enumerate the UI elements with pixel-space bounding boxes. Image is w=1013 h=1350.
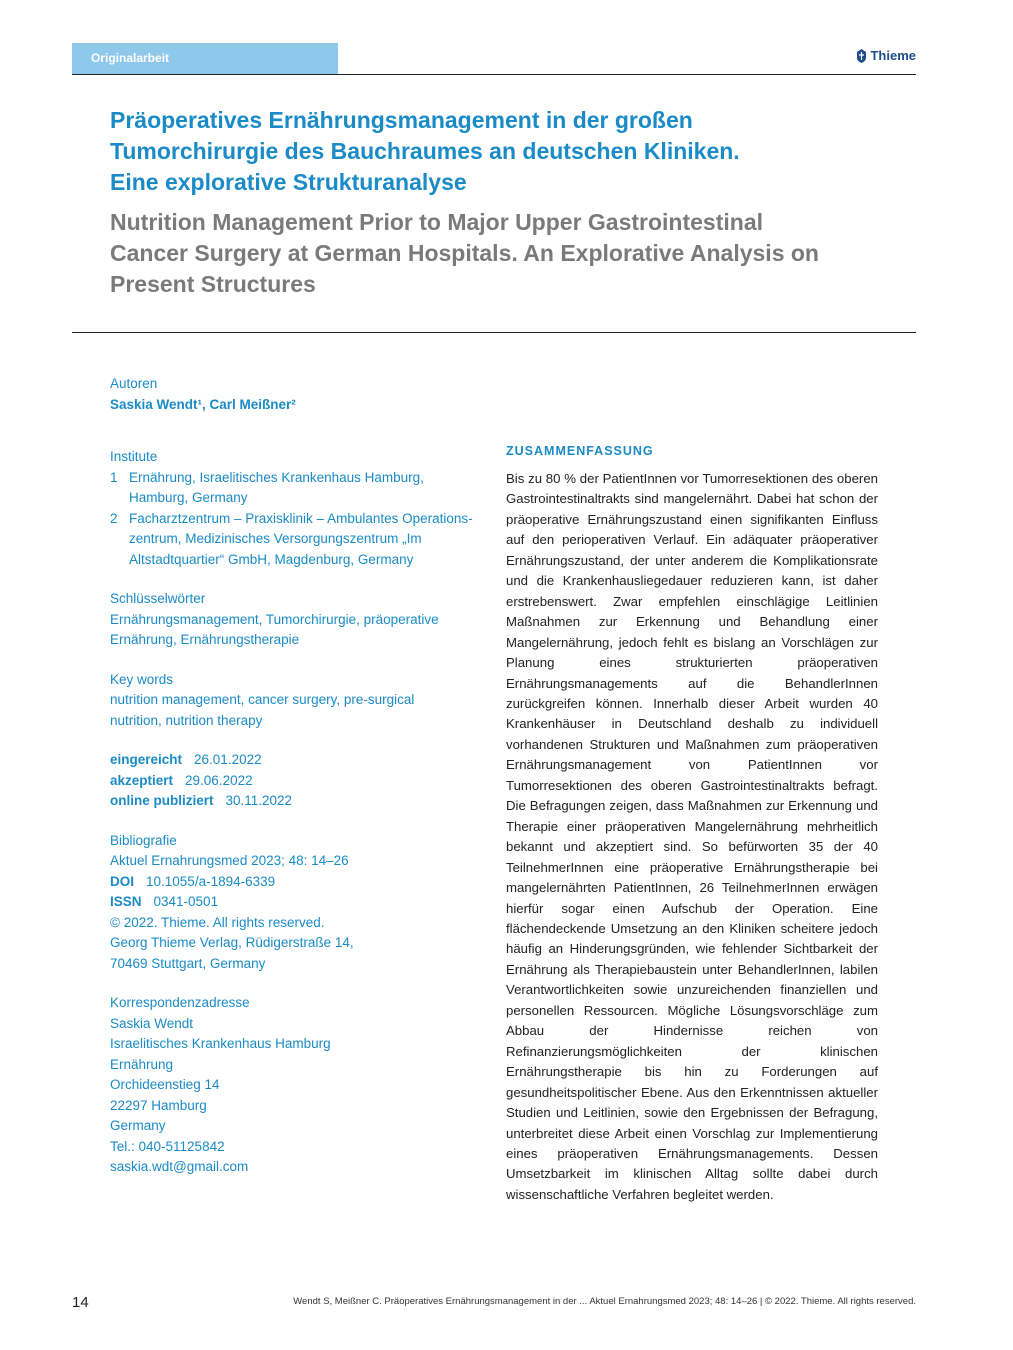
- english-title-line: Present Structures: [110, 271, 316, 297]
- thieme-logo-icon: [856, 49, 867, 63]
- doi-link[interactable]: 10.1055/a-1894-6339: [146, 873, 276, 889]
- footer-citation: Wendt S, Meißner C. Präoperatives Ernährungsmanagement in der ... Aktuel Ernahrungsmed 2023; 48: 14–26 | © 2022. Thieme. All rights reserved.: [293, 1296, 916, 1307]
- english-title: [110, 207, 890, 300]
- journal-reference: Aktuel Ernahrungsmed 2023; 48: 14–26: [110, 853, 349, 868]
- date-label: online publiziert: [110, 793, 214, 808]
- keywords-en-line: nutrition management, cancer surgery, pre-surgical: [110, 692, 415, 707]
- correspondence-section: [110, 993, 490, 1178]
- date-row: [110, 791, 490, 812]
- date-row: [110, 750, 490, 771]
- issn-row: [110, 892, 490, 913]
- institute-number: 1: [110, 469, 118, 485]
- keywords-en-heading: Key words: [110, 671, 174, 687]
- institutes-section: [110, 447, 490, 570]
- title-rule: [72, 332, 916, 333]
- publisher-address: Georg Thieme Verlag, Rüdigerstraße 14,: [110, 935, 354, 950]
- page-number: 14: [72, 1294, 89, 1311]
- date-value: 26.01.2022: [194, 752, 262, 767]
- doi-row: [110, 872, 490, 893]
- institute-line: Altstadtquartier“ GmbH, Magdenburg, Germany: [129, 551, 414, 567]
- institute-item: [110, 509, 490, 571]
- doi-label: DOI: [110, 873, 135, 889]
- abstract-text: Bis zu 80 % der PatientInnen vor Tumorresektionen des oberen Gastrointestinaltrakts sind mangelernährt. Dabei hat schon der präoperative Ernährungszustand einen signifikanten Einfluss auf den perioperativen Verlauf. Ein adäquater präoperativer Ernährungszustand, der unter anderem die Komplikationsrate und die Krankenhausliegedauer reduzieren kann, ist daher erstrebenswert. Zwar empfehlen einschlägige Leitlinien Maßnahmen zur Erkennung und Behandlung einer Mangelernährung, jedoch fehlt es bislang an Vorschlägen zur Planung eines strukturierten präoperativen Ernährungsmanagements auf die BehandlerInnen zurückgreifen können. Innerhalb dieser Arbeit wurden 40 Krankenhäuser in Deutschland deshalb zu individuell vorhandenen Strukturen und Maßnahmen zum präoperativen Ernährungsmanagement von PatientInnen vor Tumorresektionen des oberen Gastrointestinaltrakts befragt. Die Befragungen zeigen, dass Maßnahmen zur Erkennung und Therapie einer präoperativen Mangelernährung mehrheitlich bekannt und akzeptiert sind. So befürworten 35 der 40 TeilnehmerInnen eine präoperative Ernährungstherapie bei mangelernährten PatientInnen, 26 TeilnehmerInnen erwägen hierfür sogar einen Aufschub der Operation. Eine flächendeckende Umsetzung an den Kliniken scheitere jedoch häufig an Hinderungsgründen, wie fehlender Sichtbarkeit der Ernährung als Therapiebaustein unter BehandlerInnen, labilen Verantwortlichkeiten sowie unzureichenden finanziellen und personellen Ressourcen. Mögliche Lösungsvorschläge zum Abbau der Hindernisse reichen von Refinanzierungsmöglichkeiten der klinischen Ernährungstherapie bis hin zu Forderungen auf gesundheitspolitischer Ebene. Aus den Erkenntnissen aktueller Studien und Leitlinien, sowie den Ergebnissen der Befragung, unterbreitet diese Arbeit einen Vorschlag zur Implementierung eines präoperativen Ernährungsmanagements. Dessen Umsetzbarkeit im klinischen Alltag sollte dabei durch wissenschaftliche Verfahren begleitet werden.: [506, 471, 878, 1202]
- german-title-line: Eine explorative Strukturanalyse: [110, 169, 467, 195]
- issn-label: ISSN: [110, 894, 142, 909]
- brand-name: Thieme: [870, 48, 916, 63]
- english-title-line: Cancer Surgery at German Hospitals. An Explorative Analysis on: [110, 240, 819, 266]
- institutes-heading: Institute: [110, 449, 158, 464]
- institute-text: [129, 468, 424, 509]
- author-names: Saskia Wendt¹, Carl Meißner²: [110, 396, 296, 412]
- header-rule: [72, 74, 916, 75]
- authors-section: [110, 374, 490, 415]
- keywords-de-heading: Schlüsselwörter: [110, 591, 206, 606]
- keywords-de-line: Ernährungsmanagement, Tumorchirurgie, präoperative: [110, 611, 439, 627]
- german-title-line: Präoperatives Ernährungsmanagement in der großen: [110, 107, 693, 133]
- issn-value: 0341-0501: [153, 894, 219, 909]
- correspondence-line: Saskia Wendt: [110, 1015, 194, 1031]
- keywords-en-line: nutrition, nutrition therapy: [110, 712, 263, 728]
- keywords-de-line: Ernährung, Ernährungstherapie: [110, 632, 300, 647]
- english-title-line: Nutrition Management Prior to Major Upper Gastrointestinal: [110, 209, 764, 235]
- correspondence-line: Israelitisches Krankenhaus Hamburg: [110, 1036, 331, 1051]
- bibliography-section: [110, 831, 490, 975]
- date-row: [110, 771, 490, 792]
- publisher-address: 70469 Stuttgart, Germany: [110, 955, 266, 971]
- date-label: eingereicht: [110, 752, 183, 767]
- institute-line: Facharztzentrum – Praxisklinik – Ambulantes Operations-: [129, 510, 473, 526]
- correspondence-line: 22297 Hamburg: [110, 1097, 207, 1113]
- bibliography-heading: Bibliografie: [110, 832, 177, 848]
- abstract-heading: ZUSAMMENFASSUNG: [506, 444, 654, 458]
- correspondence-heading: Korrespondenzadresse: [110, 995, 250, 1010]
- correspondence-email-link[interactable]: saskia.wdt@gmail.com: [110, 1159, 249, 1174]
- date-value: 30.11.2022: [225, 793, 293, 808]
- correspondence-line: Germany: [110, 1118, 166, 1133]
- abstract-section: [506, 442, 878, 1205]
- publisher-brand[interactable]: [856, 48, 916, 63]
- dates-section: [110, 750, 490, 812]
- authors-heading: Autoren: [110, 376, 158, 391]
- correspondence-phone: Tel.: 040-51125842: [110, 1138, 225, 1154]
- institute-number: 2: [110, 510, 118, 526]
- keywords-en-section: [110, 670, 490, 732]
- keywords-de-section: [110, 589, 490, 651]
- copyright: © 2022. Thieme. All rights reserved.: [110, 914, 325, 930]
- date-label: akzeptiert: [110, 772, 174, 788]
- institute-line: Hamburg, Germany: [129, 490, 248, 505]
- institute-item: [110, 468, 490, 509]
- section-label: Originalarbeit: [72, 43, 338, 74]
- date-value: 29.06.2022: [185, 772, 253, 788]
- article-metadata: [110, 374, 490, 1178]
- german-title-line: Tumorchirurgie des Bauchraumes an deutschen Kliniken.: [110, 138, 740, 164]
- german-title: [110, 105, 870, 198]
- institute-text: [129, 509, 473, 571]
- institute-line: Ernährung, Israelitisches Krankenhaus Hamburg,: [129, 469, 424, 485]
- institute-line: zentrum, Medizinisches Versorgungszentrum „Im: [129, 531, 422, 546]
- correspondence-line: Ernährung: [110, 1056, 174, 1072]
- correspondence-line: Orchideenstieg 14: [110, 1077, 220, 1092]
